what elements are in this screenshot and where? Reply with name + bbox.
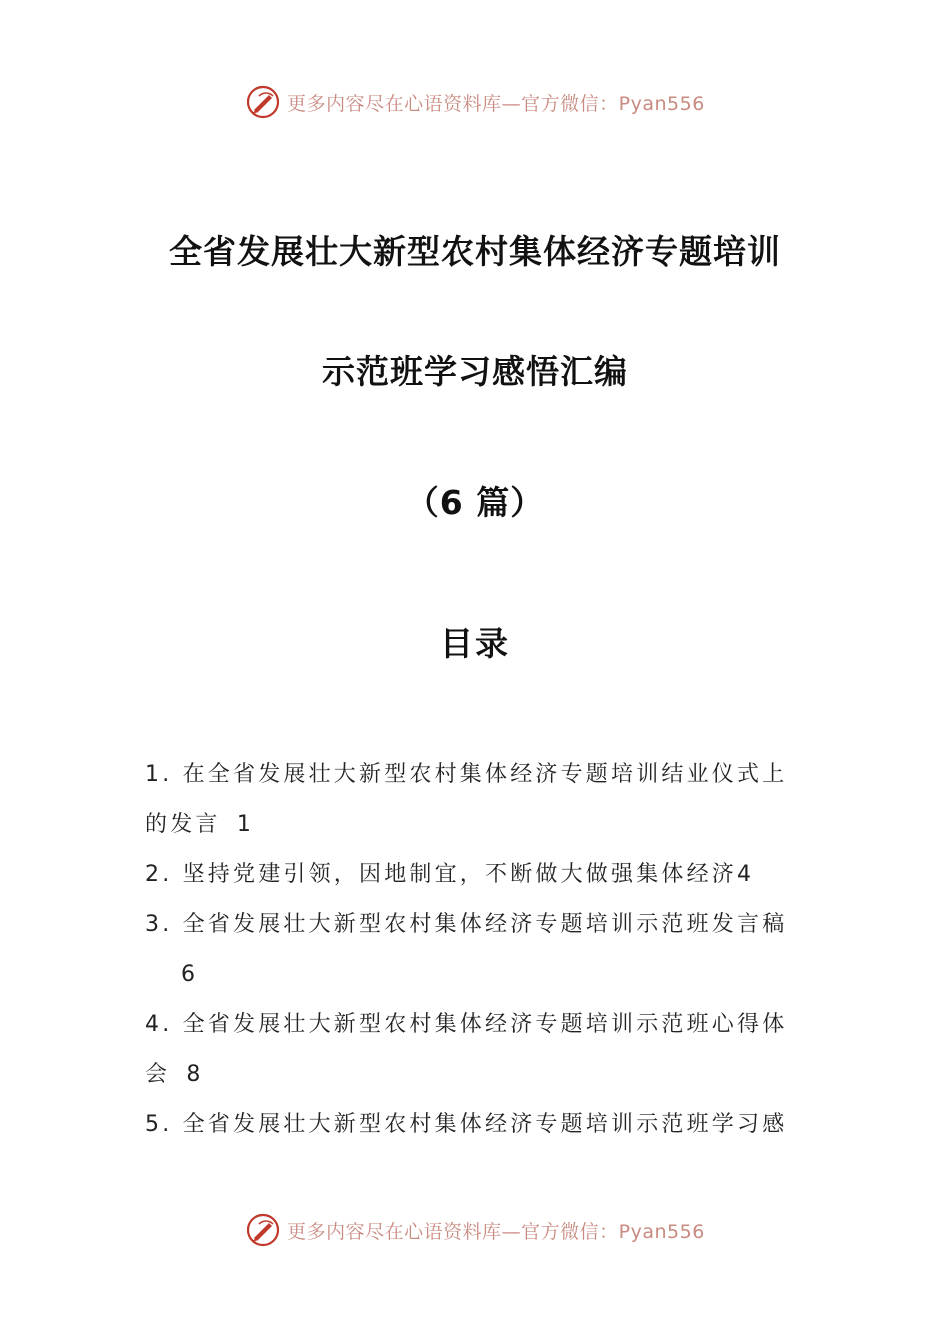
toc-item-page: 4 [737, 862, 755, 887]
toc-item-title: 全省发展壮大新型农村集体经济专题培训示范班心得体会 [145, 1012, 788, 1087]
wechat-id: Pyan556 [618, 1220, 705, 1243]
pen-logo-icon [245, 84, 281, 120]
toc-item-4[interactable] [145, 1000, 807, 1100]
toc-item-title: 全省发展壮大新型农村集体经济专题培训示范班学习感 [182, 1112, 788, 1137]
document-title-line-2: 示范班学习感悟汇编 [322, 352, 628, 391]
toc-item-3[interactable] [145, 900, 807, 1000]
wechat-id: Pyan556 [618, 92, 705, 115]
table-of-contents [145, 750, 807, 1150]
toc-item-page: 6 [181, 962, 199, 987]
document-title-line-1: 全省发展壮大新型农村集体经济专题培训 [169, 232, 781, 271]
toc-item-number: 5. [145, 1112, 173, 1137]
toc-item-number: 4. [145, 1012, 173, 1037]
toc-item-5[interactable] [145, 1100, 807, 1150]
footer-banner [0, 1210, 950, 1250]
banner-text: 更多内容尽在心语资料库—官方微信：Pyan556 [287, 92, 705, 115]
toc-item-2[interactable] [145, 850, 807, 900]
toc-item-number: 1. [145, 762, 173, 787]
document-count: （6 篇） [405, 483, 545, 522]
header-banner [0, 82, 950, 122]
toc-item-title: 全省发展壮大新型农村集体经济专题培训示范班发言稿 [182, 912, 788, 937]
toc-item-number: 2. [145, 862, 173, 887]
toc-item-1[interactable] [145, 750, 807, 850]
toc-item-title: 坚持党建引领，因地制宜，不断做大做强集体经济 [182, 862, 737, 887]
pen-logo-icon [245, 1212, 281, 1248]
toc-heading: 目录 [440, 624, 510, 663]
banner-text: 更多内容尽在心语资料库—官方微信：Pyan556 [287, 1220, 705, 1243]
toc-item-title: 在全省发展壮大新型农村集体经济专题培训结业仪式上的发言 [145, 762, 788, 837]
toc-item-page: 1 [236, 812, 255, 837]
toc-item-page: 8 [186, 1062, 204, 1087]
toc-item-number: 3. [145, 912, 173, 937]
